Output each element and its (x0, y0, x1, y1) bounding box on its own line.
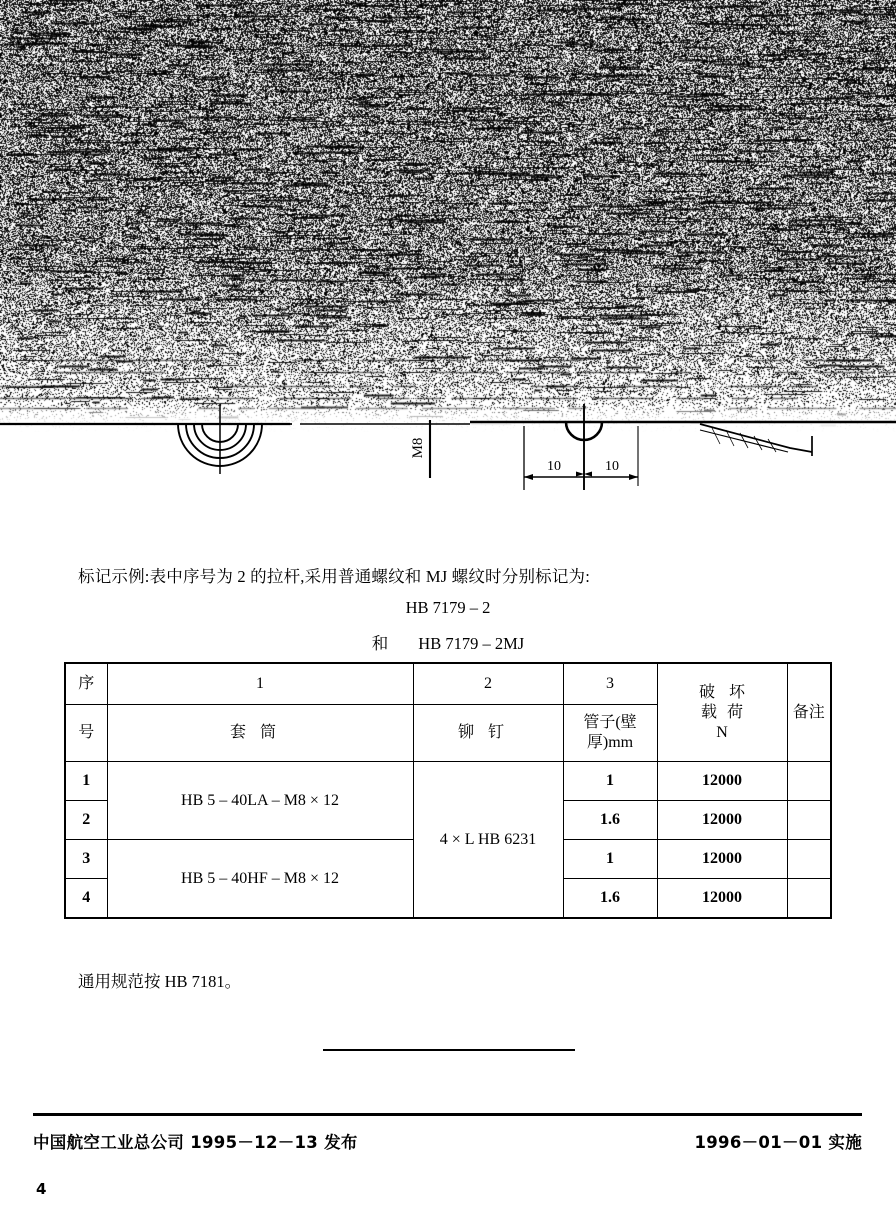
header-col-number-1: 1 (107, 663, 413, 705)
cell-tube: 1.6 (563, 879, 657, 919)
marking-conjunction: 和 (371, 634, 389, 653)
dimension-label-left: 10 (547, 459, 561, 474)
header-breaking-load-line1: 破坏 (698, 683, 759, 701)
header-breaking-load-unit: N (716, 723, 728, 741)
specification-table-container (64, 662, 830, 919)
cell-tube: 1 (563, 762, 657, 801)
general-specification-note: 通用规范按 HB 7181。 (78, 972, 242, 991)
header-tube-line1: 管子(壁 (583, 714, 637, 731)
cell-remark (787, 801, 831, 840)
page-number: 4 (36, 1180, 47, 1198)
cell-sleeve-group-1: HB 5 – 40LA – M8 × 12 (107, 762, 413, 840)
specification-table (64, 662, 832, 919)
footer-effective-date: 1996－01－01 实施 (694, 1133, 862, 1152)
cell-seq: 3 (65, 840, 107, 879)
header-seq-line1: 序 (65, 663, 107, 705)
cell-seq: 1 (65, 762, 107, 801)
header-breaking-load-line2: 载荷 (700, 703, 753, 721)
cell-rivet-merged: 4 × L HB 6231 (413, 762, 563, 919)
footer-divider-rule (33, 1113, 862, 1116)
thread-label-m8: M8 (410, 437, 426, 459)
header-breaking-load (657, 663, 787, 762)
cell-remark (787, 879, 831, 919)
cell-tube: 1 (563, 840, 657, 879)
cell-load: 12000 (657, 879, 787, 919)
cell-remark (787, 762, 831, 801)
cell-tube: 1.6 (563, 801, 657, 840)
marking-code-mj-line (0, 630, 896, 654)
cell-sleeve-group-2: HB 5 – 40HF – M8 × 12 (107, 840, 413, 919)
header-remark: 备注 (787, 663, 831, 762)
table-header-row-numbers (65, 663, 831, 705)
header-seq-line2: 号 (65, 705, 107, 762)
header-tube-line2: 厚)mm (586, 734, 634, 751)
footer-issuer: 中国航空工业总公司 1995－12－13 发布 (33, 1133, 358, 1152)
header-rivet: 铆钉 (413, 705, 563, 762)
cell-load: 12000 (657, 762, 787, 801)
header-sleeve: 套筒 (107, 705, 413, 762)
cell-load: 12000 (657, 840, 787, 879)
technical-drawing (0, 0, 896, 500)
cell-load: 12000 (657, 801, 787, 840)
table-row (65, 762, 831, 801)
marking-code-mj: HB 7179 – 2MJ (418, 634, 525, 653)
cell-seq: 2 (65, 801, 107, 840)
header-tube-wall (563, 705, 657, 762)
cell-seq: 4 (65, 879, 107, 919)
marking-example-note: 标记示例:表中序号为 2 的拉杆,采用普通螺纹和 MJ 螺纹时分别标记为: (78, 567, 591, 586)
drawing-linework (0, 0, 896, 500)
marking-code-standard: HB 7179 – 2 (405, 598, 491, 617)
cell-remark (787, 840, 831, 879)
section-separator-rule (323, 1049, 575, 1051)
dimension-label-right: 10 (605, 459, 619, 474)
header-col-number-3: 3 (563, 663, 657, 705)
header-col-number-2: 2 (413, 663, 563, 705)
